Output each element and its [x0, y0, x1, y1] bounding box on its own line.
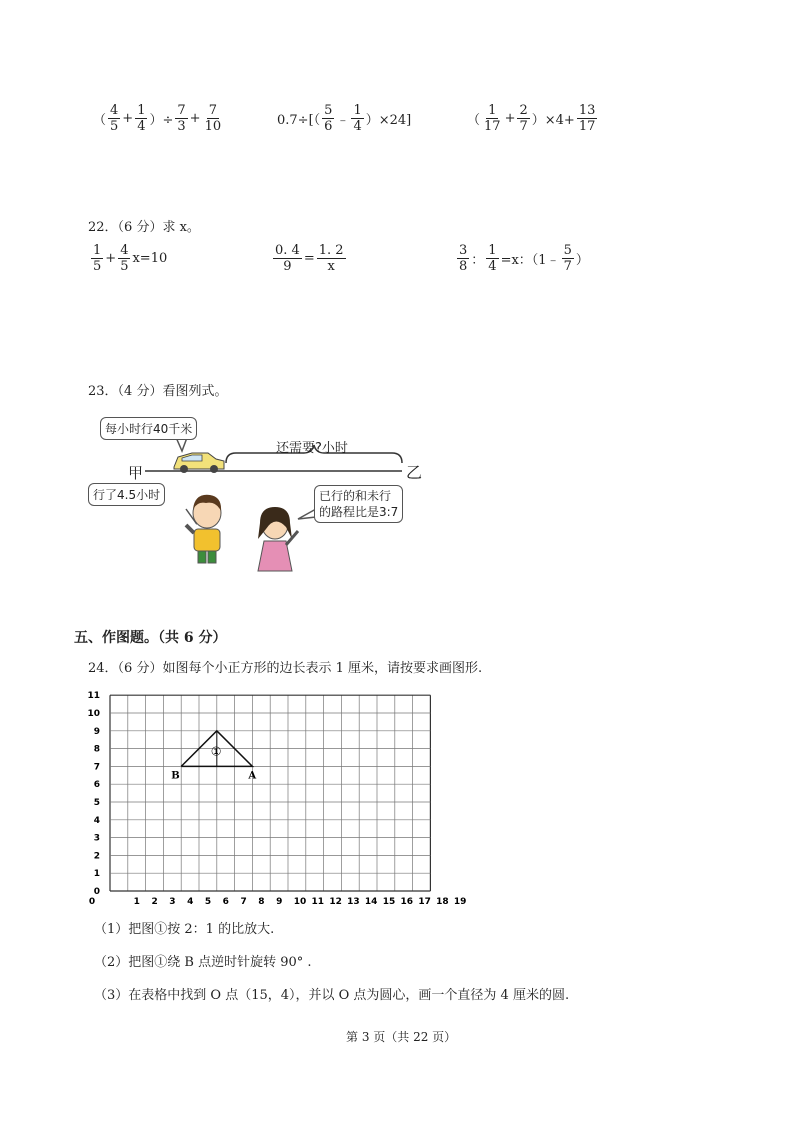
x-tick-label: 18 — [436, 897, 449, 907]
y-tick-label: 1 — [93, 869, 100, 880]
denominator: 5 — [120, 259, 129, 274]
car-icon — [174, 453, 224, 473]
numerator: 7 — [208, 103, 217, 118]
y-tick-label: 11 — [87, 691, 100, 702]
q22-equation-3 — [456, 243, 590, 274]
x-tick-label: 3 — [169, 897, 176, 907]
y-tick-label: 10 — [87, 709, 100, 719]
x-axis-ticks — [89, 897, 467, 907]
x-tick-label: 11 — [311, 897, 325, 907]
q24-task-2: （2）把图①绕 B 点逆时针旋转 90° . — [94, 955, 312, 970]
numerator: 1 — [93, 243, 102, 258]
numerator: 13 — [578, 103, 596, 118]
y-tick-label: 7 — [93, 762, 100, 773]
y-axis-ticks — [87, 691, 100, 897]
x-tick-label: 14 — [364, 897, 378, 907]
point-a-label: A — [248, 770, 257, 782]
y-tick-label: 5 — [93, 798, 100, 808]
x-tick-label: 4 — [187, 897, 194, 907]
operator: + — [189, 111, 201, 126]
numerator: 1 — [137, 103, 146, 118]
x-tick-label: 13 — [347, 897, 360, 907]
numerator: 7 — [177, 103, 186, 118]
x-tick-label: 17 — [418, 897, 431, 907]
denominator: 10 — [204, 119, 222, 134]
q23-title: 23．（4 分）看图列式。 — [88, 384, 228, 399]
suffix: x=10 — [132, 251, 168, 266]
time-bubble: 行了4.5小时 — [88, 483, 165, 506]
q22-equation-2 — [272, 243, 347, 274]
fraction — [317, 243, 346, 274]
q21-expression-1 — [92, 103, 224, 134]
prefix: 0.7÷[（ — [277, 113, 321, 128]
y-tick-label: 6 — [93, 780, 100, 791]
q24-task-1: （1）把图①按 2：1 的比放大. — [94, 922, 275, 937]
x-tick-label: 7 — [240, 897, 247, 907]
girl-illustration — [258, 507, 298, 571]
operator: + — [122, 111, 134, 126]
denominator: 8 — [459, 259, 468, 274]
x-tick-label: 1 — [133, 897, 140, 907]
q22-equation-1 — [90, 243, 168, 274]
x-tick-label: 2 — [151, 897, 158, 907]
fraction — [562, 243, 574, 274]
numerator: 3 — [459, 243, 468, 258]
numerator: 2 — [519, 103, 528, 118]
y-tick-label: 3 — [93, 833, 100, 844]
denominator: 4 — [488, 259, 497, 274]
y-tick-label: 9 — [93, 726, 100, 737]
end-point-label: 乙 — [406, 463, 423, 482]
paren: （ — [467, 113, 481, 128]
y-tick-label: 8 — [93, 744, 100, 755]
fraction — [108, 103, 120, 134]
numerator: 4 — [110, 103, 119, 118]
numerator: 5 — [324, 103, 333, 118]
coordinate-grid — [86, 686, 467, 908]
fraction — [486, 243, 498, 274]
operator: + — [504, 111, 516, 126]
denominator: 6 — [324, 119, 333, 134]
suffix: ）×24] — [365, 113, 412, 128]
denominator: 5 — [93, 259, 102, 274]
x-tick-label: 5 — [204, 897, 212, 907]
fraction — [273, 243, 302, 274]
fraction — [482, 103, 503, 134]
numerator: 4 — [120, 243, 129, 258]
operator: ）×4+ — [531, 113, 575, 128]
denominator: 4 — [137, 119, 146, 134]
ratio-bubble — [314, 485, 403, 523]
denominator: 4 — [353, 119, 362, 134]
paren: （ — [93, 113, 107, 128]
fraction — [351, 103, 363, 134]
section-5-title: 五、作图题。（共 6 分） — [74, 630, 227, 646]
denominator: 17 — [578, 119, 596, 134]
operator: =x：（1﹣ — [500, 253, 560, 268]
speed-bubble: 每小时行40千米 — [100, 417, 197, 440]
page-footer: 第 3 页（共 22 页） — [346, 1030, 457, 1044]
x-tick-label: 8 — [258, 897, 265, 907]
boy-illustration — [186, 495, 221, 563]
numerator: 1 — [353, 103, 362, 118]
fraction — [175, 103, 187, 134]
operator: ： — [471, 253, 485, 268]
y-tick-label: 4 — [93, 815, 100, 826]
q22-title: 22．（6 分）求 x。 — [88, 220, 200, 235]
x-tick-label: 0 — [88, 897, 96, 907]
fraction — [322, 103, 334, 134]
q23-illustration — [90, 405, 430, 585]
x-tick-label: 12 — [329, 897, 342, 907]
x-tick-label: 10 — [293, 897, 307, 907]
x-tick-label: 19 — [453, 897, 467, 907]
ratio-bubble-line-1: 已行的和未行 — [319, 489, 392, 503]
remaining-time-label: 还需要?小时 — [276, 441, 348, 456]
fraction — [135, 103, 147, 134]
operator: ﹣ — [336, 113, 350, 128]
y-tick-label: 2 — [93, 851, 100, 862]
numerator: 1 — [488, 243, 497, 258]
denominator: 9 — [283, 259, 292, 274]
fraction — [91, 243, 103, 274]
x-tick-label: 9 — [276, 897, 283, 907]
numerator: 0. 4 — [275, 243, 300, 258]
start-point-label: 甲 — [128, 464, 144, 482]
grid-lines — [110, 695, 430, 891]
numerator: 5 — [563, 243, 572, 258]
q24-task-3: （3）在表格中找到 O 点（15，4），并以 O 点为圆心，画一个直径为 4 厘米的圆. — [94, 988, 570, 1003]
denominator: 3 — [177, 119, 186, 134]
denominator: 5 — [110, 119, 119, 134]
operator: = — [303, 251, 315, 266]
y-tick-label: 0 — [93, 887, 100, 897]
x-tick-label: 15 — [382, 897, 396, 907]
point-b-label: B — [171, 770, 180, 782]
numerator: 1. 2 — [318, 243, 344, 258]
q24-title: 24．（6 分）如图每个小正方形的边长表示 1 厘米，请按要求画图形. — [88, 661, 483, 676]
figure-1-label: ① — [210, 744, 222, 759]
x-tick-label: 16 — [400, 897, 414, 907]
denominator: 7 — [563, 259, 572, 274]
denominator: 7 — [519, 119, 528, 134]
q21-expression-3 — [466, 103, 598, 134]
ratio-bubble-line-2: 的路程比是3:7 — [319, 505, 399, 519]
fraction — [457, 243, 469, 274]
fraction — [577, 103, 598, 134]
denominator: 17 — [484, 119, 501, 134]
fraction — [203, 103, 224, 134]
x-tick-label: 6 — [222, 897, 229, 907]
suffix: ） — [575, 253, 589, 268]
fraction — [118, 243, 130, 274]
operator: ）÷ — [149, 113, 174, 128]
numerator: 1 — [488, 103, 497, 118]
fraction — [517, 103, 529, 134]
denominator: x — [327, 259, 335, 274]
operator: + — [105, 251, 117, 266]
q21-expression-2 — [276, 103, 412, 134]
